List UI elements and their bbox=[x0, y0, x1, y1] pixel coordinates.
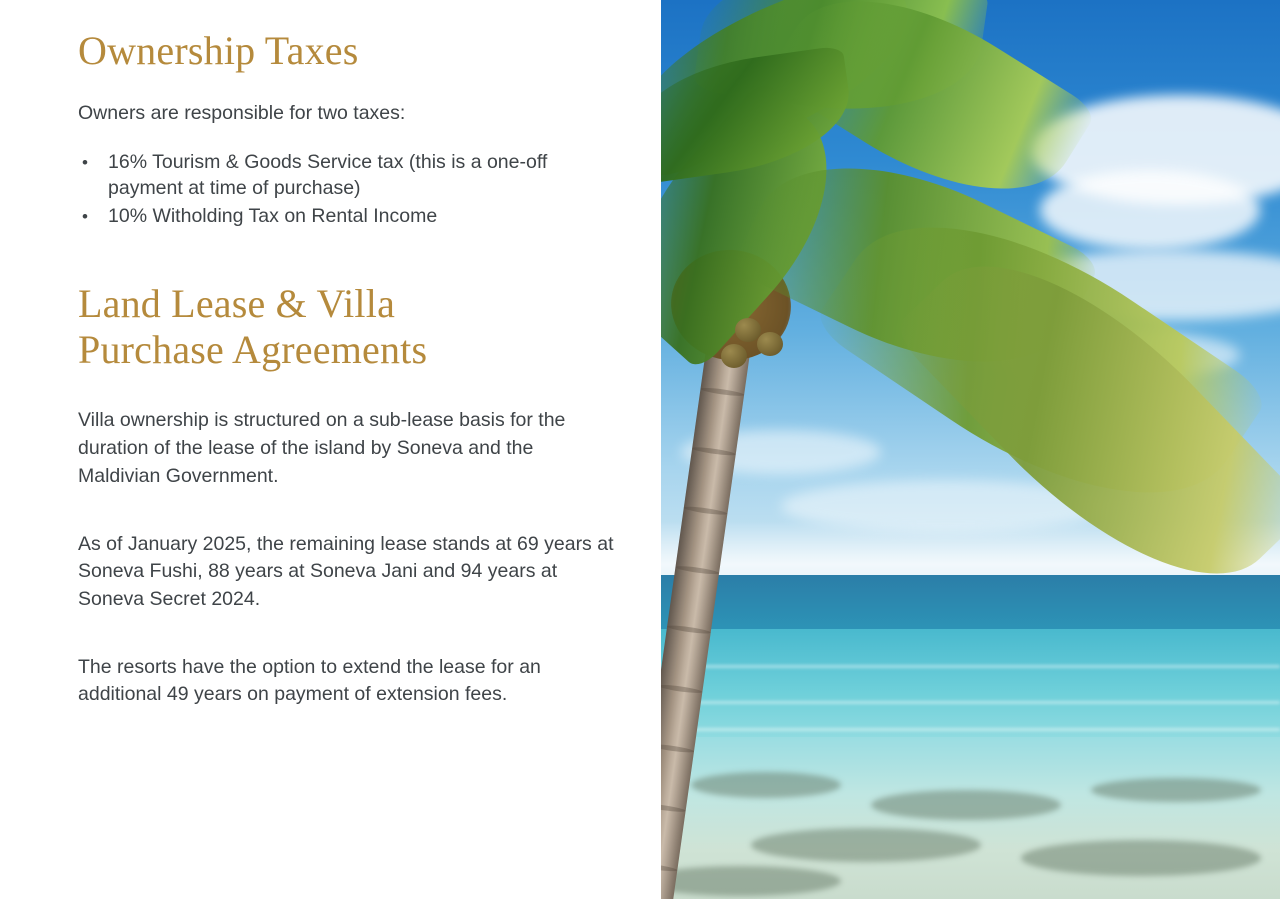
spacer bbox=[78, 373, 621, 407]
reef-patch bbox=[691, 772, 841, 798]
bullet-dot-icon: • bbox=[82, 206, 88, 226]
land-lease-paragraph-3: The resorts have the option to extend the lease for an additional 49 years on payment of extension fees. bbox=[78, 655, 541, 706]
spacer bbox=[78, 507, 621, 531]
trunk-ring bbox=[683, 505, 727, 516]
list-item bbox=[78, 204, 621, 230]
land-lease-paragraph-1: Villa ownership is structured on a sub-lease basis for the duration of the lease of the island by Soneva and the Maldivian Government. bbox=[78, 409, 566, 487]
trunk-ring bbox=[661, 683, 703, 694]
sea-far bbox=[661, 575, 1280, 629]
title-line-1: Land Lease & Villa bbox=[78, 281, 396, 327]
reef-patch bbox=[751, 828, 981, 862]
photo-illustration bbox=[661, 0, 1280, 899]
reef-patch bbox=[1021, 840, 1261, 876]
trunk-ring bbox=[661, 743, 694, 754]
land-lease-paragraph-2: As of January 2025, the remaining lease stands at 69 years at Soneva Fushi, 88 years at Soneva Jani and 94 years at Soneva Secret 2024. bbox=[78, 532, 614, 610]
reef-patch bbox=[871, 790, 1061, 820]
trunk-ring bbox=[667, 624, 711, 635]
ownership-taxes-list bbox=[78, 150, 621, 230]
list-item-label: 16% Tourism & Goods Service tax (this is a one-off payment at time of purchase) bbox=[108, 150, 548, 199]
water-ripple bbox=[661, 665, 1280, 668]
coconut bbox=[757, 332, 783, 356]
trunk-ring bbox=[661, 802, 686, 813]
spacer bbox=[78, 630, 621, 654]
beach-photo bbox=[661, 0, 1280, 899]
sea-mid bbox=[661, 629, 1280, 737]
bullet-dot-icon: • bbox=[82, 152, 88, 172]
list-item bbox=[78, 150, 621, 202]
ownership-taxes-intro: Owners are responsible for two taxes: bbox=[78, 102, 406, 124]
trunk-ring bbox=[700, 386, 744, 397]
water-ripple bbox=[661, 701, 1280, 704]
trunk-ring bbox=[692, 446, 736, 457]
page-title-land-lease bbox=[78, 281, 621, 373]
water-ripple bbox=[661, 728, 1280, 731]
cloud bbox=[1040, 170, 1260, 250]
reef-patch bbox=[1091, 778, 1261, 802]
page-title-ownership-taxes: Ownership Taxes bbox=[78, 28, 359, 73]
list-item-label: 10% Witholding Tax on Rental Income bbox=[108, 204, 438, 227]
trunk-ring bbox=[675, 565, 719, 576]
trunk-ring bbox=[661, 862, 678, 873]
coconut bbox=[721, 344, 747, 368]
title-line-2: Purchase Agreements bbox=[78, 327, 428, 373]
